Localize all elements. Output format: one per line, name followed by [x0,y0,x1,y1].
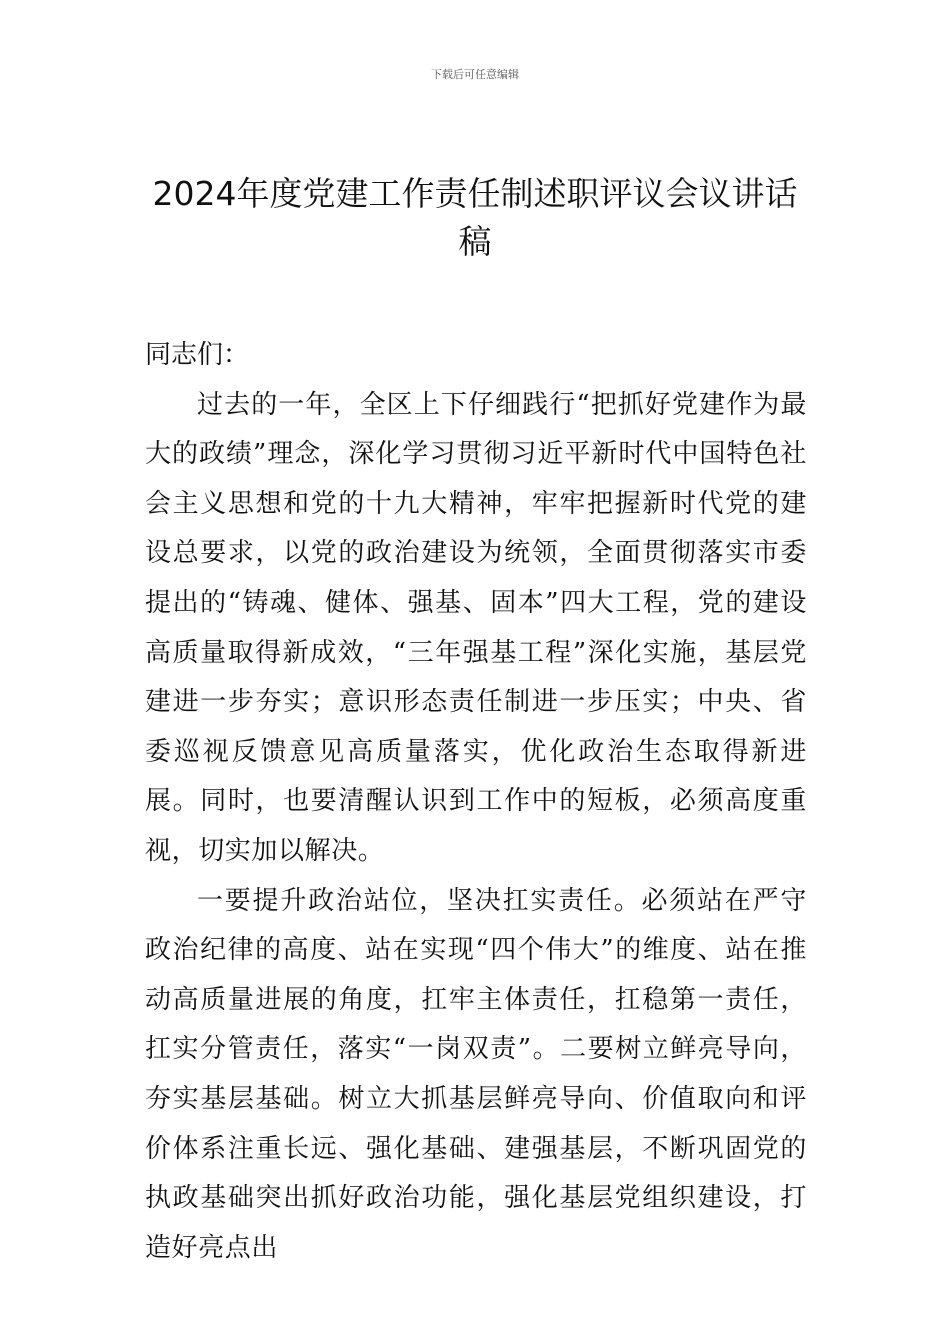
paragraph-2: 一要提升政治站位，坚决扛实责任。必须站在严守政治纪律的高度、站在实现“四个伟大”的维度、站在推动高质量进展的角度，扛牢主体责任，扛稳第一责任，扛实分管责任，落实“一岗双责”。二要树立鲜亮导向，夯实基层基础。树立大抓基层鲜亮导向、价值取向和评价体系注重长远、强化基础、建强基层，不断巩固党的执政基础突出抓好政治功能，强化基层党组织建设，打造好亮点出 [145,885,807,1263]
paragraph-1: 过去的一年，全区上下仔细践行“把抓好党建作为最大的政绩”理念，深化学习贯彻习近平新时代中国特色社会主义思想和党的十九大精神，牢牢把握新时代党的建设总要求，以党的政治建设为统领，全面贯彻落实市委提出的“铸魂、健体、强基、固本”四大工程，党的建设高质量取得新成效，“三年强基工程”深化实施，基层党建进一步夯实；意识形态责任制进一步压实；中央、省委巡视反馈意见高质量落实，优化政治生态取得新进展。同时，也要清醒认识到工作中的短板，必须高度重视，切实加以解决。 [145,389,807,866]
document-body [145,331,807,1273]
document-title: 2024年度党建工作责任制述职评议会议讲话稿 [152,174,798,261]
page-header: 下载后可任意编辑 [431,68,519,81]
salutation: 同志们： [145,340,250,370]
